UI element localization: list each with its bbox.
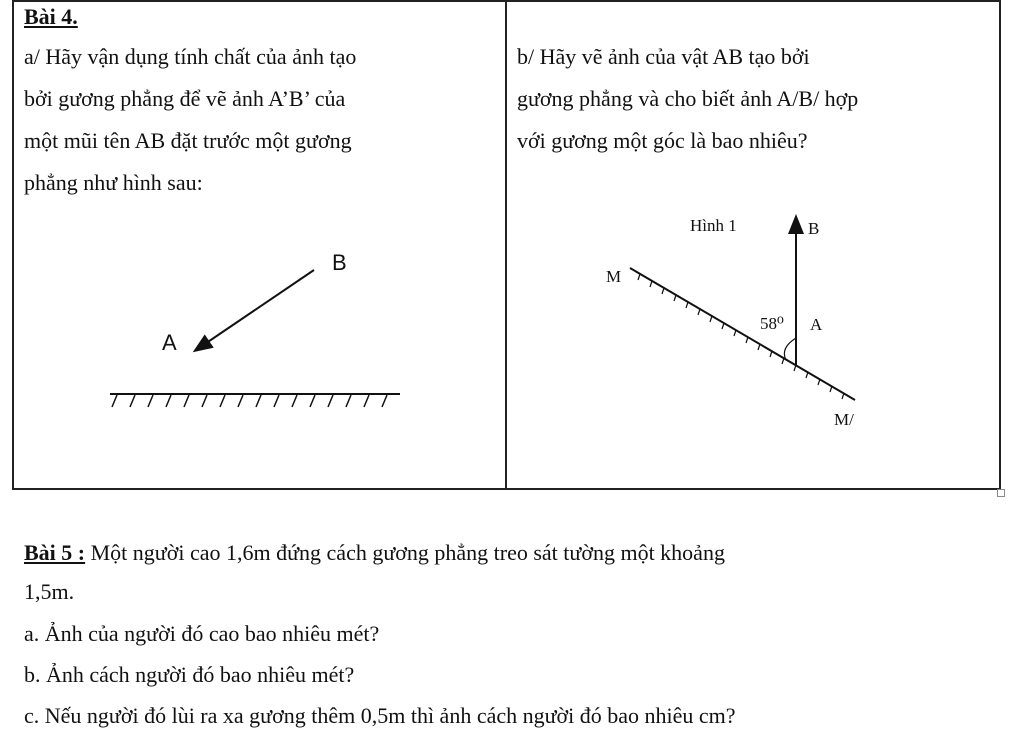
figure-b-angle-label: 58⁰ — [760, 314, 784, 333]
figure-b-label-m-prime: M/ — [834, 410, 854, 429]
part-a-line-4: phẳng như hình sau: — [24, 170, 203, 195]
bai5-first-line — [24, 540, 725, 566]
bai5-intro: Một người cao 1,6m đứng cách gương phẳng treo sát tường một khoảng — [85, 540, 725, 565]
figure-a-label-b: B — [332, 250, 347, 275]
bai5-question-a: a. Ảnh của người đó cao bao nhiêu mét? — [24, 621, 380, 646]
table-resize-handle[interactable] — [997, 489, 1005, 497]
bai5-intro-cont: 1,5m. — [24, 579, 75, 604]
bai4-heading: Bài 4. — [24, 4, 78, 29]
figure-b-label-m: M — [606, 267, 622, 286]
bai5-heading: Bài 5 : — [24, 540, 86, 565]
figure-a-label-a: A — [162, 330, 177, 355]
bai5-question-c: c. Nếu người đó lùi ra xa gương thêm 0,5m thì ảnh cách người đó bao nhiêu cm? — [24, 703, 736, 728]
bai5-question-b: b. Ảnh cách người đó bao nhiêu mét? — [24, 662, 355, 687]
part-b-line-2: gương phẳng và cho biết ảnh A/B/ hợp — [517, 86, 859, 111]
part-a-line-1: a/ Hãy vận dụng tính chất của ảnh tạo — [24, 44, 357, 69]
figure-b-label-a: A — [810, 315, 823, 334]
part-a-line-2: bởi gương phẳng để vẽ ảnh A’B’ của — [24, 86, 346, 111]
part-b-line-1: b/ Hãy vẽ ảnh của vật AB tạo bởi — [517, 44, 810, 69]
figure-b-label-b: B — [808, 219, 820, 238]
angle-arc — [784, 338, 796, 360]
figure-b-caption: Hình 1 — [690, 216, 737, 235]
part-b-line-3: với gương một góc là bao nhiêu? — [517, 128, 808, 153]
mirror-hatching-b — [638, 274, 844, 399]
part-a-line-3: một mũi tên AB đặt trước một gương — [24, 128, 352, 153]
